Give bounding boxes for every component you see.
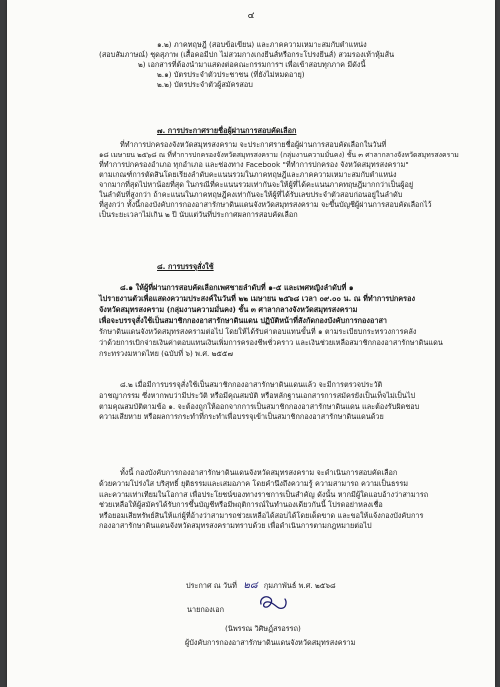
section-7-line: ในลำดับที่สูงกว่า ถ้าคะแนนในภาคทฤษฎีคงเท่ากันจะให้ผู้ที่ได้รับเลขประจำตัวสอบก่อนอยู่ในลำดับ [99,190,403,199]
section-7-line: ตามเกณฑ์การตัดสินโดยเรียงลำดับคะแนนรวมในภาคทฤษฎีและภาคความเหมาะสมกับตำแหน่ง [99,170,397,179]
section-8-2-line: อาชญากรรม ซึ่งหากพบว่ามีประวัติ หรือมีคุณสมบัติ หรือหลักฐานเอกสารการสมัครยังเป็นเท็จไม่เป็นไป [99,391,416,400]
section-8-1-line: เพื่อจะบรรจุสั่งใช้เป็นสมาชิกกองอาสารักษาดินแดน ปฏิบัติหน้าที่สังกัดกองบังคับการกองอาสา [99,316,388,325]
signer-position: ผู้บังคับการกองอาสารักษาดินแดนจังหวัดสมุทรสงคราม [185,638,356,647]
closing-line: ช่วยเหลือให้ผู้สมัครได้รับการขึ้นบัญชีหรือมีพฤติการณ์ในทำนองเดียวกันนี้ โปรดอย่าหลงเชื่อ [99,500,383,509]
item-1-2-line1: ๑.๒) ภาคทฤษฎี (สอบข้อเขียน) และภาคความเหมาะสมกับตำแหน่ง [157,40,367,49]
section-8-1-line: ๘.๑ ให้ผู้ที่ผ่านการสอบคัดเลือกเพศชายลำดับที่ ๑-๕ และเพศหญิงลำดับที่ ๑ [120,283,354,292]
section-8-1-line: รักษาดินแดนจังหวัดสมุทรสงครามต่อไป โดยให้ได้รับค่าตอบแทนขั้นที่ ๑ ตามระเบียบกระทรวงการคลัง [99,327,417,336]
section-7-line: ที่ทำการปกครองอำเภอ ทุกอำเภอ และช่องทาง Facebook "ที่ทำการปกครอง จังหวัดสมุทรสงคราม" [99,160,409,169]
item-2-2: ๒.๒) บัตรประจำตัวผู้สมัครสอบ [157,80,253,89]
section-7-line: ๑๘ เมษายน ๒๕๖๘ ณ ที่ทำการปกครองจังหวัดสมุทรสงคราม (กลุ่มงานความมั่นคง) ชั้น ๓ ศาลากลางจังหวัดสมุทรสงคราม [99,151,459,159]
page-number: ๔ [247,11,255,21]
section-8-1-line: ไปรายงานตัวเพื่อแสดงความประสงค์ในวันที่ ๒๒ เมษายน ๒๕๖๘ เวลา ๐๙.๐๐ น. ณ ที่ทำการปกครอง [99,294,416,303]
section-7-line: ที่สูงกว่า ทั้งนี้กองบังคับการกองอาสารักษาดินแดนจังหวัดสมุทรสงคราม จะขึ้นบัญชีผู้ผ่านการสอบคัดเลือกไว้ [99,200,432,209]
item-2-1: ๒.๑) บัตรประจำตัวประชาชน (ที่ยังไม่หมดอายุ) [157,70,305,79]
date-prefix: ประกาศ ณ วันที่ [186,581,237,590]
section-8-2-line: ความเสียหาย หรือผลการกระทำที่กระทำเพื่อบรรจุเข้าเป็นสมาชิกกองอาสารักษาดินแดนด้วย [99,412,384,421]
section-8-1-line: ว่าด้วยการเบิกจ่ายเงินค่าตอบแทนเงินเพิ่มการครองชีพชั่วคราว และเงินช่วยเหลือสมาชิกกองอาสารักษาดินแดน [99,338,443,347]
section-8-1-line: กระทรวงมหาดไทย (ฉบับที่ ๖) พ.ศ. ๒๕๕๗ [99,349,233,358]
document-page [7,0,495,687]
section-8-heading: ๘. การบรรจุสั่งใช้ [157,262,214,271]
section-8-2-line: ตามคุณสมบัติตามข้อ ๑. จะต้องถูกให้ออกจากการเป็นสมาชิกกองอาสารักษาดินแดน และต้องรับผิดชอบ [99,402,420,411]
section-7-line: ที่ทำการปกครองจังหวัดสมุทรสงคราม จะประกาศรายชื่อผู้ผ่านการสอบคัดเลือกในวันที่ [120,140,387,149]
section-7-line: เป็นระยะเวลาไม่เกิน ๒ ปี นับแต่วันที่ประกาศผลการสอบคัดเลือก [99,210,298,219]
closing-line: กองอาสารักษาดินแดนจังหวัดสมุทรสงครามทราบด้วย เพื่อดำเนินการตามกฎหมายต่อไป [99,521,372,530]
section-8-1-line: จังหวัดสมุทรสงคราม (กลุ่มงานความมั่นคง) ชั้น ๓ ศาลากลางจังหวัดสมุทรสงคราม [99,305,358,314]
date-month-year: กุมภาพันธ์ พ.ศ. ๒๕๖๘ [263,581,336,590]
section-7-heading: ๗. การประกาศรายชื่อผู้ผ่านการสอบคัดเลือก [157,126,297,135]
section-7-line: จากมากที่สุดไปหาน้อยที่สุด ในกรณีที่คะแนนรวมเท่ากันจะให้ผู้ที่ได้คะแนนภาคทฤษฎีมากกว่าเป็นผู้อยู่ [99,180,414,189]
closing-line: ทั้งนี้ กองบังคับการกองอาสารักษาดินแดนจังหวัดสมุทรสงคราม จะดำเนินการสอบคัดเลือก [120,468,398,477]
signer-title: นายกองเอก [187,605,225,614]
closing-line: และความเท่าเทียมในโอกาส เพื่อประโยชน์ของทางราชการเป็นสำคัญ ดังนั้น หากมีผู้ใดแอบอ้างว่าสามารถ [99,490,429,499]
closing-line: หรือยอมเสียทรัพย์สินให้แก่ผู้ที่อ้างว่าสามารถช่วยเหลือได้สอบได้โดยเด็ดขาด และขอให้แจ้งกองบังคับการ [99,511,424,520]
signature-mark [255,590,291,616]
closing-line: ด้วยความโปร่งใส บริสุทธิ์ ยุติธรรมและเสมอภาค โดยคำนึงถึงความรู้ ความสามารถ ความเป็นธรรม [99,479,409,488]
section-8-2-line: ๘.๒ เมื่อมีการบรรจุสั่งใช้เป็นสมาชิกกองอาสารักษาดินแดนแล้ว จะมีการตรวจประวัติ [120,380,383,389]
signer-name: (นิพรรณ วิศิษฏ์สรอรรถ) [225,624,301,633]
date-day: ๒๘ [243,580,258,591]
item-2: ๒) เอกสารที่ต้องนำมาแสดงต่อคณะกรรมการฯ เพื่อเข้าสอบทุกภาค มีดังนี้ [138,60,366,69]
item-1-2-line2: (สอบสัมภาษณ์) ชุดสุภาพ (เสื้อคอมีปก ไม่สวมกางเกงยีนส์หรือกระโปรงยีนส์) สวมรองเท้าหุ้มส้น [99,50,395,59]
